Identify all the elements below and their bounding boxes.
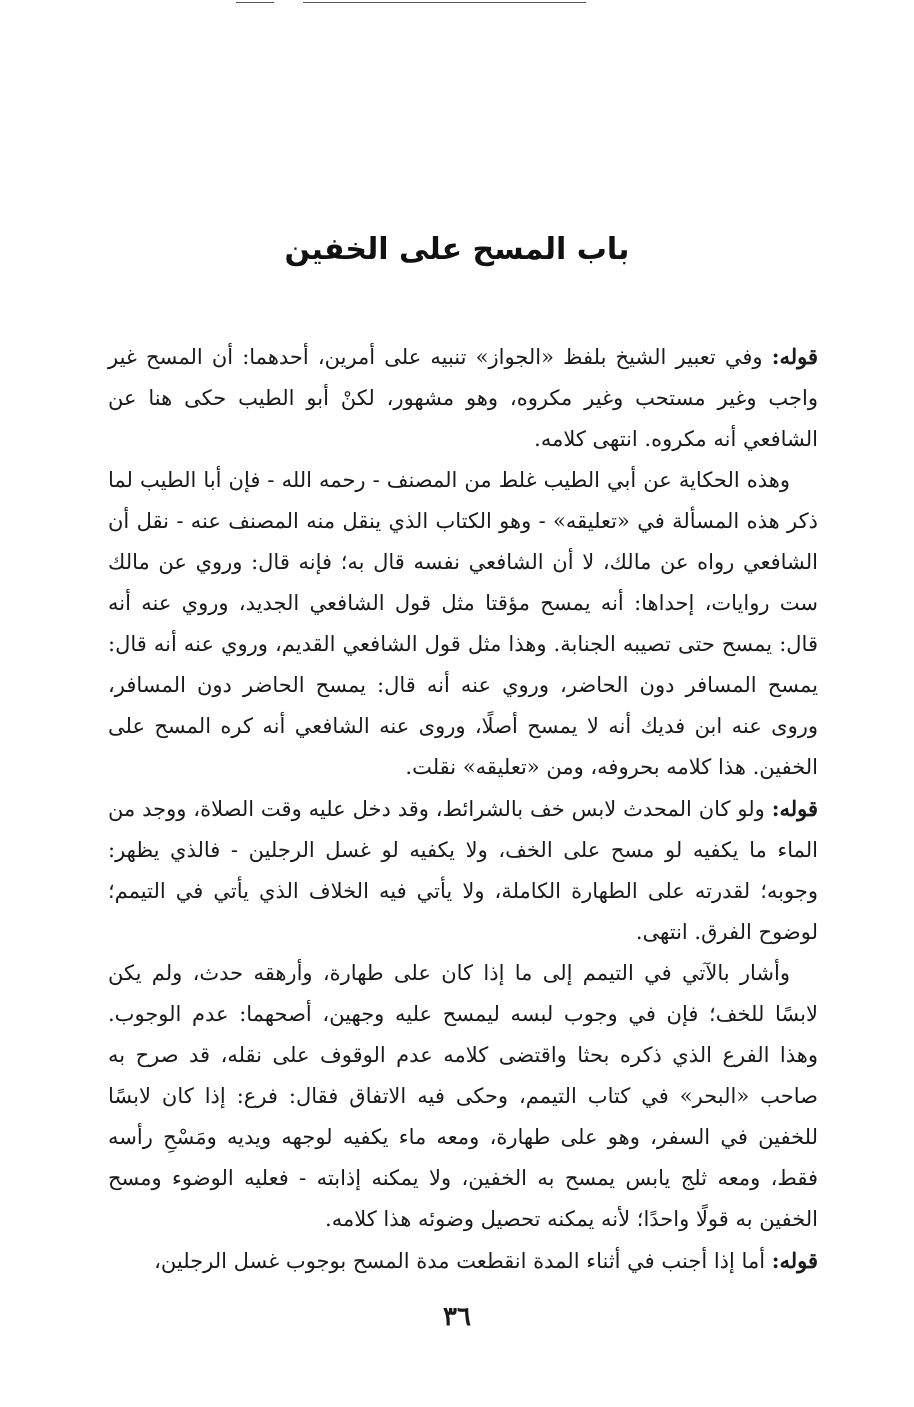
- paragraph-1: [108, 336, 818, 460]
- paragraph-4-text: وأشار بالآتي في التيمم إلى ما إذا كان على طهارة، وأرهقه حدث، ولم يكن لابسًا للخف؛ فإن في وجوب لبسه ليمسح عليه وجهين، أصحهما: عدم الوجوب. وهذا الفرع الذي ذكره بحثا واقتضى كلامه عدم الوقوف على نقله، قد صرح به صاحب «البحر» في كتاب التيمم، وحكى فيه الاتفاق فقال: فرع: إذا كان لابسًا للخفين في السفر، وهو على طهارة، ومعه ماء يكفيه لوجهه ويديه ومَسْحِ رأسه فقط، ومعه ثلج يابس يمسح به الخفين، ولا يمكنه إذابته - فعليه الوضوء ومسح الخفين به قولًا واحدًا؛ لأنه يمكنه تحصيل وضوئه هذا كلامه.: [108, 961, 818, 1231]
- body-text: [108, 336, 818, 1282]
- paragraph-5-lead: قوله:: [771, 1248, 818, 1273]
- paragraph-3: [108, 788, 818, 953]
- paragraph-3-text: ولو كان المحدث لابس خف بالشرائط، وقد دخل عليه وقت الصلاة، ووجد من الماء ما يكفيه لو مسح على الخف، ولا يكفيه لو غسل الرجلين - فالذي يظهر: وجوبه؛ لقدرته على الطهارة الكاملة، ولا يأتي فيه الخلاف الذي يأتي في التيمم؛ لوضوح الفرق. انتهى.: [108, 797, 818, 944]
- page-number: ٣٦: [443, 1302, 471, 1332]
- paragraph-1-text: وفي تعبير الشيخ بلفظ «الجواز» تنبيه على أمرين، أحدهما: أن المسح غير واجب وغير مستحب وغير مكروه، وهو مشهور، لكنْ أبو الطيب حكى هنا عن الشافعي أنه مكروه. انتهى كلامه.: [108, 345, 818, 451]
- paragraph-4: [108, 953, 818, 1240]
- paragraph-2-text: وهذه الحكاية عن أبي الطيب غلط من المصنف - رحمه الله - فإن أبا الطيب لما ذكر هذه المسألة في «تعليقه» - وهو الكتاب الذي ينقل منه المصنف عنه - نقل أن الشافعي رواه عن مالك، لا أن الشافعي نفسه قال به؛ فإنه قال: وروي عن مالك ست روايات، إحداها: أنه يمسح مؤقتا مثل قول الشافعي الجديد، وروي عنه أنه قال: يمسح حتى تصيبه الجنابة. وهذا مثل قول الشافعي القديم، وروي عنه أنه قال: يمسح المسافر دون الحاضر، وروي عنه أنه قال: يمسح الحاضر دون المسافر، وروى عنه ابن فديك أنه لا يمسح أصلًا، وروى عنه الشافعي أنه كره المسح على الخفين. هذا كلامه بحروفه، ومن «تعليقه» نقلت.: [108, 468, 818, 779]
- top-rule-long: [303, 2, 586, 3]
- paragraph-5: [108, 1240, 818, 1282]
- paragraph-2: [108, 460, 818, 788]
- chapter-title: باب المسح على الخفين: [284, 232, 630, 267]
- top-rule-short: [236, 2, 274, 3]
- paragraph-5-text: أما إذا أجنب في أثناء المدة انقطعت مدة المسح بوجوب غسل الرجلين،: [154, 1249, 772, 1273]
- paragraph-3-lead: قوله:: [771, 796, 818, 821]
- paragraph-1-lead: قوله:: [771, 344, 818, 369]
